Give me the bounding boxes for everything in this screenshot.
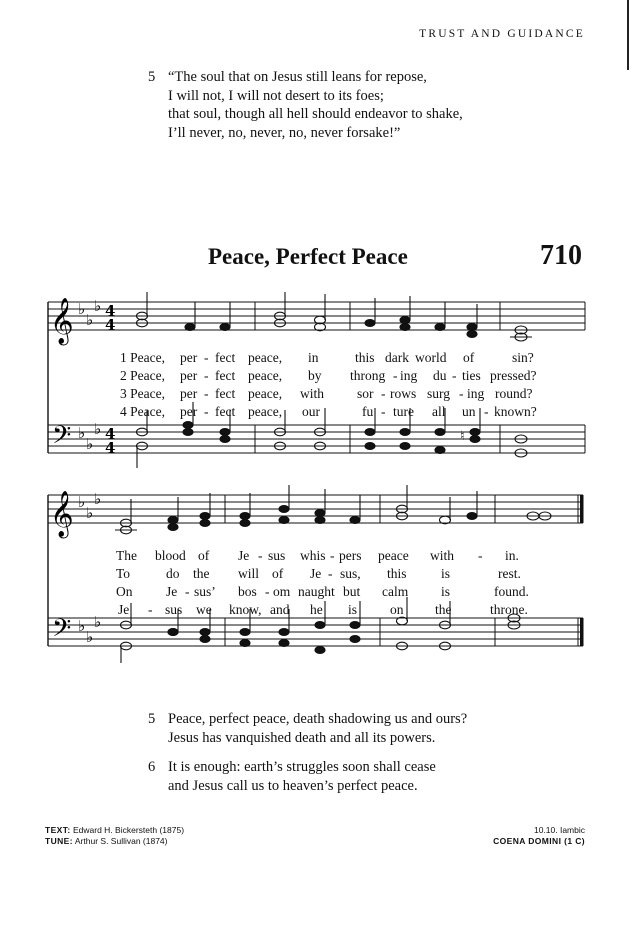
lyric-syllable: sor	[357, 386, 374, 401]
lyric-syllable: is	[348, 602, 358, 617]
lyric-syllable: sin?	[512, 350, 534, 365]
lyric-syllable: sus,	[340, 566, 361, 581]
lyric-syllable: will	[238, 566, 260, 581]
previous-hymn-verse	[148, 68, 463, 142]
lyric-syllable: -	[204, 368, 209, 383]
tune-name: COENA DOMINI (1 C)	[493, 836, 585, 846]
lyric-syllable: pers	[339, 548, 362, 563]
lyric-syllable: 2 Peace,	[120, 368, 165, 383]
lyric-syllable: in	[308, 350, 319, 365]
lyric-syllable: fect	[215, 386, 236, 401]
lyric-syllable: know,	[229, 602, 262, 617]
verse-line: It is enough: earth’s struggles soon shall cease	[168, 759, 436, 775]
lyric-syllable: surg	[427, 386, 451, 401]
credits-right	[493, 825, 585, 847]
lyric-syllable: To	[116, 566, 131, 581]
tune-author: Arthur S. Sullivan (1874)	[74, 836, 168, 846]
page-edge-rule	[627, 0, 629, 70]
bass-staff-2	[48, 618, 583, 646]
lyric-syllable: of	[198, 548, 210, 563]
lyric-syllable: -	[148, 602, 153, 617]
lyric-syllable: ing	[467, 386, 485, 401]
lyric-syllable: ties	[462, 368, 481, 383]
lyric-syllable: but	[343, 584, 361, 599]
verse-line: “The soul that on Jesus still leans for repose,	[168, 69, 427, 85]
svg-text:♭: ♭	[94, 613, 102, 631]
lyric-syllable: 1 Peace,	[120, 350, 165, 365]
lyric-syllable: world	[415, 350, 447, 365]
lyric-syllable: un	[462, 404, 476, 419]
lyric-syllable: known?	[494, 404, 537, 419]
lyric-syllable: rows	[390, 386, 417, 401]
text-author: Edward H. Bickersteth (1875)	[73, 825, 185, 835]
lyric-syllable: on	[390, 602, 404, 617]
lyric-syllable: our	[302, 404, 320, 419]
time-signature-bottom: 4	[105, 316, 116, 334]
lyric-syllable: blood	[155, 548, 186, 563]
lyric-syllable: peace	[378, 548, 409, 563]
lyric-syllable: 3 Peace,	[120, 386, 165, 401]
lyric-syllable: naught	[298, 584, 335, 599]
meter: 10.10. Iambic	[533, 825, 585, 835]
lyric-syllable: he	[310, 602, 323, 617]
lyric-syllable: peace,	[248, 386, 283, 401]
lyric-syllable: -	[265, 584, 270, 599]
lyric-syllable: per	[180, 368, 198, 383]
lyric-syllable: whis	[300, 548, 326, 563]
lyric-syllable: the	[435, 602, 452, 617]
lyric-syllable: -	[381, 386, 386, 401]
lyric-syllable: peace,	[248, 350, 283, 365]
lyric-syllable: Je	[310, 566, 322, 581]
lyric-syllable: -	[393, 368, 398, 383]
lyric-syllable: -	[204, 350, 209, 365]
lyric-syllable: The	[116, 548, 137, 563]
verse-number: 6	[148, 759, 156, 775]
verse-line: I will not, I will not desert to its foes;	[168, 87, 384, 104]
verse-line: and Jesus call us to heaven’s perfect peace.	[168, 777, 418, 794]
svg-text:♭: ♭	[94, 297, 102, 315]
credits-left	[45, 825, 184, 847]
lyric-syllable: and	[270, 602, 290, 617]
time-signature-bottom: 4	[105, 439, 116, 457]
lyric-syllable: -	[204, 404, 209, 419]
lyric-syllable: du	[433, 368, 447, 383]
lyric-syllable: with	[430, 548, 455, 563]
lyric-syllable: of	[272, 566, 284, 581]
hymn-number: 710	[540, 240, 582, 271]
svg-text:♭: ♭	[78, 617, 86, 635]
lyric-syllable: round?	[495, 386, 533, 401]
lyric-syllable: ture	[393, 404, 414, 419]
lyric-syllable: -	[484, 404, 489, 419]
verse-line: Peace, perfect peace, death shadowing us and ours?	[168, 711, 468, 727]
svg-text:♭: ♭	[86, 311, 94, 329]
lyric-syllable: per	[180, 404, 198, 419]
lyric-syllable: found.	[494, 584, 529, 599]
lyric-syllable: is	[441, 584, 451, 599]
svg-text:♭: ♭	[94, 490, 102, 508]
lyric-syllable: -	[330, 548, 335, 563]
flat-key-signature-icon	[78, 297, 101, 453]
additional-verse-6	[148, 758, 436, 795]
lyric-syllable: all	[432, 404, 446, 419]
svg-text:♮: ♮	[460, 429, 465, 444]
flat-key-signature-icon	[78, 490, 101, 646]
lyric-syllable: throng	[350, 368, 386, 383]
hymn-title: Peace, Perfect Peace	[208, 244, 408, 269]
lyric-syllable: -	[328, 566, 333, 581]
lyric-syllable: -	[258, 548, 263, 563]
lyric-syllable: is	[441, 566, 451, 581]
bass-clef-icon: 𝄢	[52, 614, 72, 649]
lyric-syllable: rest.	[498, 566, 521, 581]
lyric-syllable: the	[193, 566, 210, 581]
lyric-syllable: -	[381, 404, 386, 419]
verse-line: Jesus has vanquished death and all its powers.	[168, 729, 436, 746]
lyric-syllable: throne.	[490, 602, 528, 617]
lyric-syllable: Je	[238, 548, 250, 563]
treble-clef-icon: 𝄞	[50, 298, 74, 344]
svg-text:♭: ♭	[86, 504, 94, 522]
time-signature-top: 4	[105, 425, 116, 443]
lyric-syllable: with	[300, 386, 325, 401]
lyric-syllable: Je	[118, 602, 130, 617]
lyric-syllable: -	[452, 368, 457, 383]
lyric-syllable: sus’	[194, 584, 216, 599]
svg-text:♭: ♭	[78, 493, 86, 511]
verse-number: 5	[148, 711, 156, 727]
lyric-syllable: -	[459, 386, 464, 401]
lyric-syllable: in.	[505, 548, 519, 563]
svg-text:♭: ♭	[86, 435, 94, 453]
lyric-syllable: ing	[400, 368, 418, 383]
lyric-syllable: dark	[385, 350, 409, 365]
time-signature-top: 4	[105, 302, 116, 320]
lyric-syllable: this	[355, 350, 375, 365]
lyric-syllable: fu	[362, 404, 374, 419]
lyric-syllable: do	[166, 566, 180, 581]
lyric-syllable: we	[196, 602, 212, 617]
verse-number: 5	[148, 69, 156, 85]
svg-text:♭: ♭	[86, 628, 94, 646]
lyric-syllable: calm	[382, 584, 409, 599]
lyric-syllable: -	[478, 548, 483, 563]
treble-clef-icon: 𝄞	[50, 491, 74, 537]
svg-text:♭: ♭	[78, 424, 86, 442]
bass-clef-icon: 𝄢	[52, 421, 72, 456]
lyric-syllable: peace,	[248, 368, 283, 383]
lyric-syllable: per	[180, 386, 198, 401]
lyric-syllable: Je	[166, 584, 178, 599]
svg-text:♭: ♭	[78, 300, 86, 318]
lyric-syllable: fect	[215, 368, 236, 383]
lyric-syllable: by	[308, 368, 322, 383]
lyric-syllable: On	[116, 584, 133, 599]
text-label: TEXT:	[45, 825, 71, 835]
additional-verse-5	[148, 710, 467, 747]
lyric-syllable: om	[273, 584, 291, 599]
svg-text:♭: ♭	[94, 420, 102, 438]
lyric-syllable: 4 Peace,	[120, 404, 165, 419]
lyric-syllable: per	[180, 350, 198, 365]
lyric-syllable: this	[387, 566, 407, 581]
lyric-syllable: peace,	[248, 404, 283, 419]
treble-staff-1	[48, 302, 585, 330]
lyric-syllable: of	[463, 350, 475, 365]
verse-line: that soul, though all hell should endeavor to shake,	[168, 106, 463, 122]
lyric-syllable: sus	[268, 548, 286, 563]
lyric-syllable: fect	[215, 404, 236, 419]
tune-label: TUNE:	[45, 836, 73, 846]
lyric-syllable: bos	[238, 584, 257, 599]
lyric-syllable: -	[185, 584, 190, 599]
verse-line: I’ll never, no, never, no, never forsake!”	[168, 124, 401, 141]
lyric-syllable: fect	[215, 350, 236, 365]
lyric-syllable: sus	[165, 602, 183, 617]
lyric-syllable: -	[204, 386, 209, 401]
lyric-syllable: pressed?	[490, 368, 537, 383]
section-header: TRUST AND GUIDANCE	[419, 28, 585, 40]
